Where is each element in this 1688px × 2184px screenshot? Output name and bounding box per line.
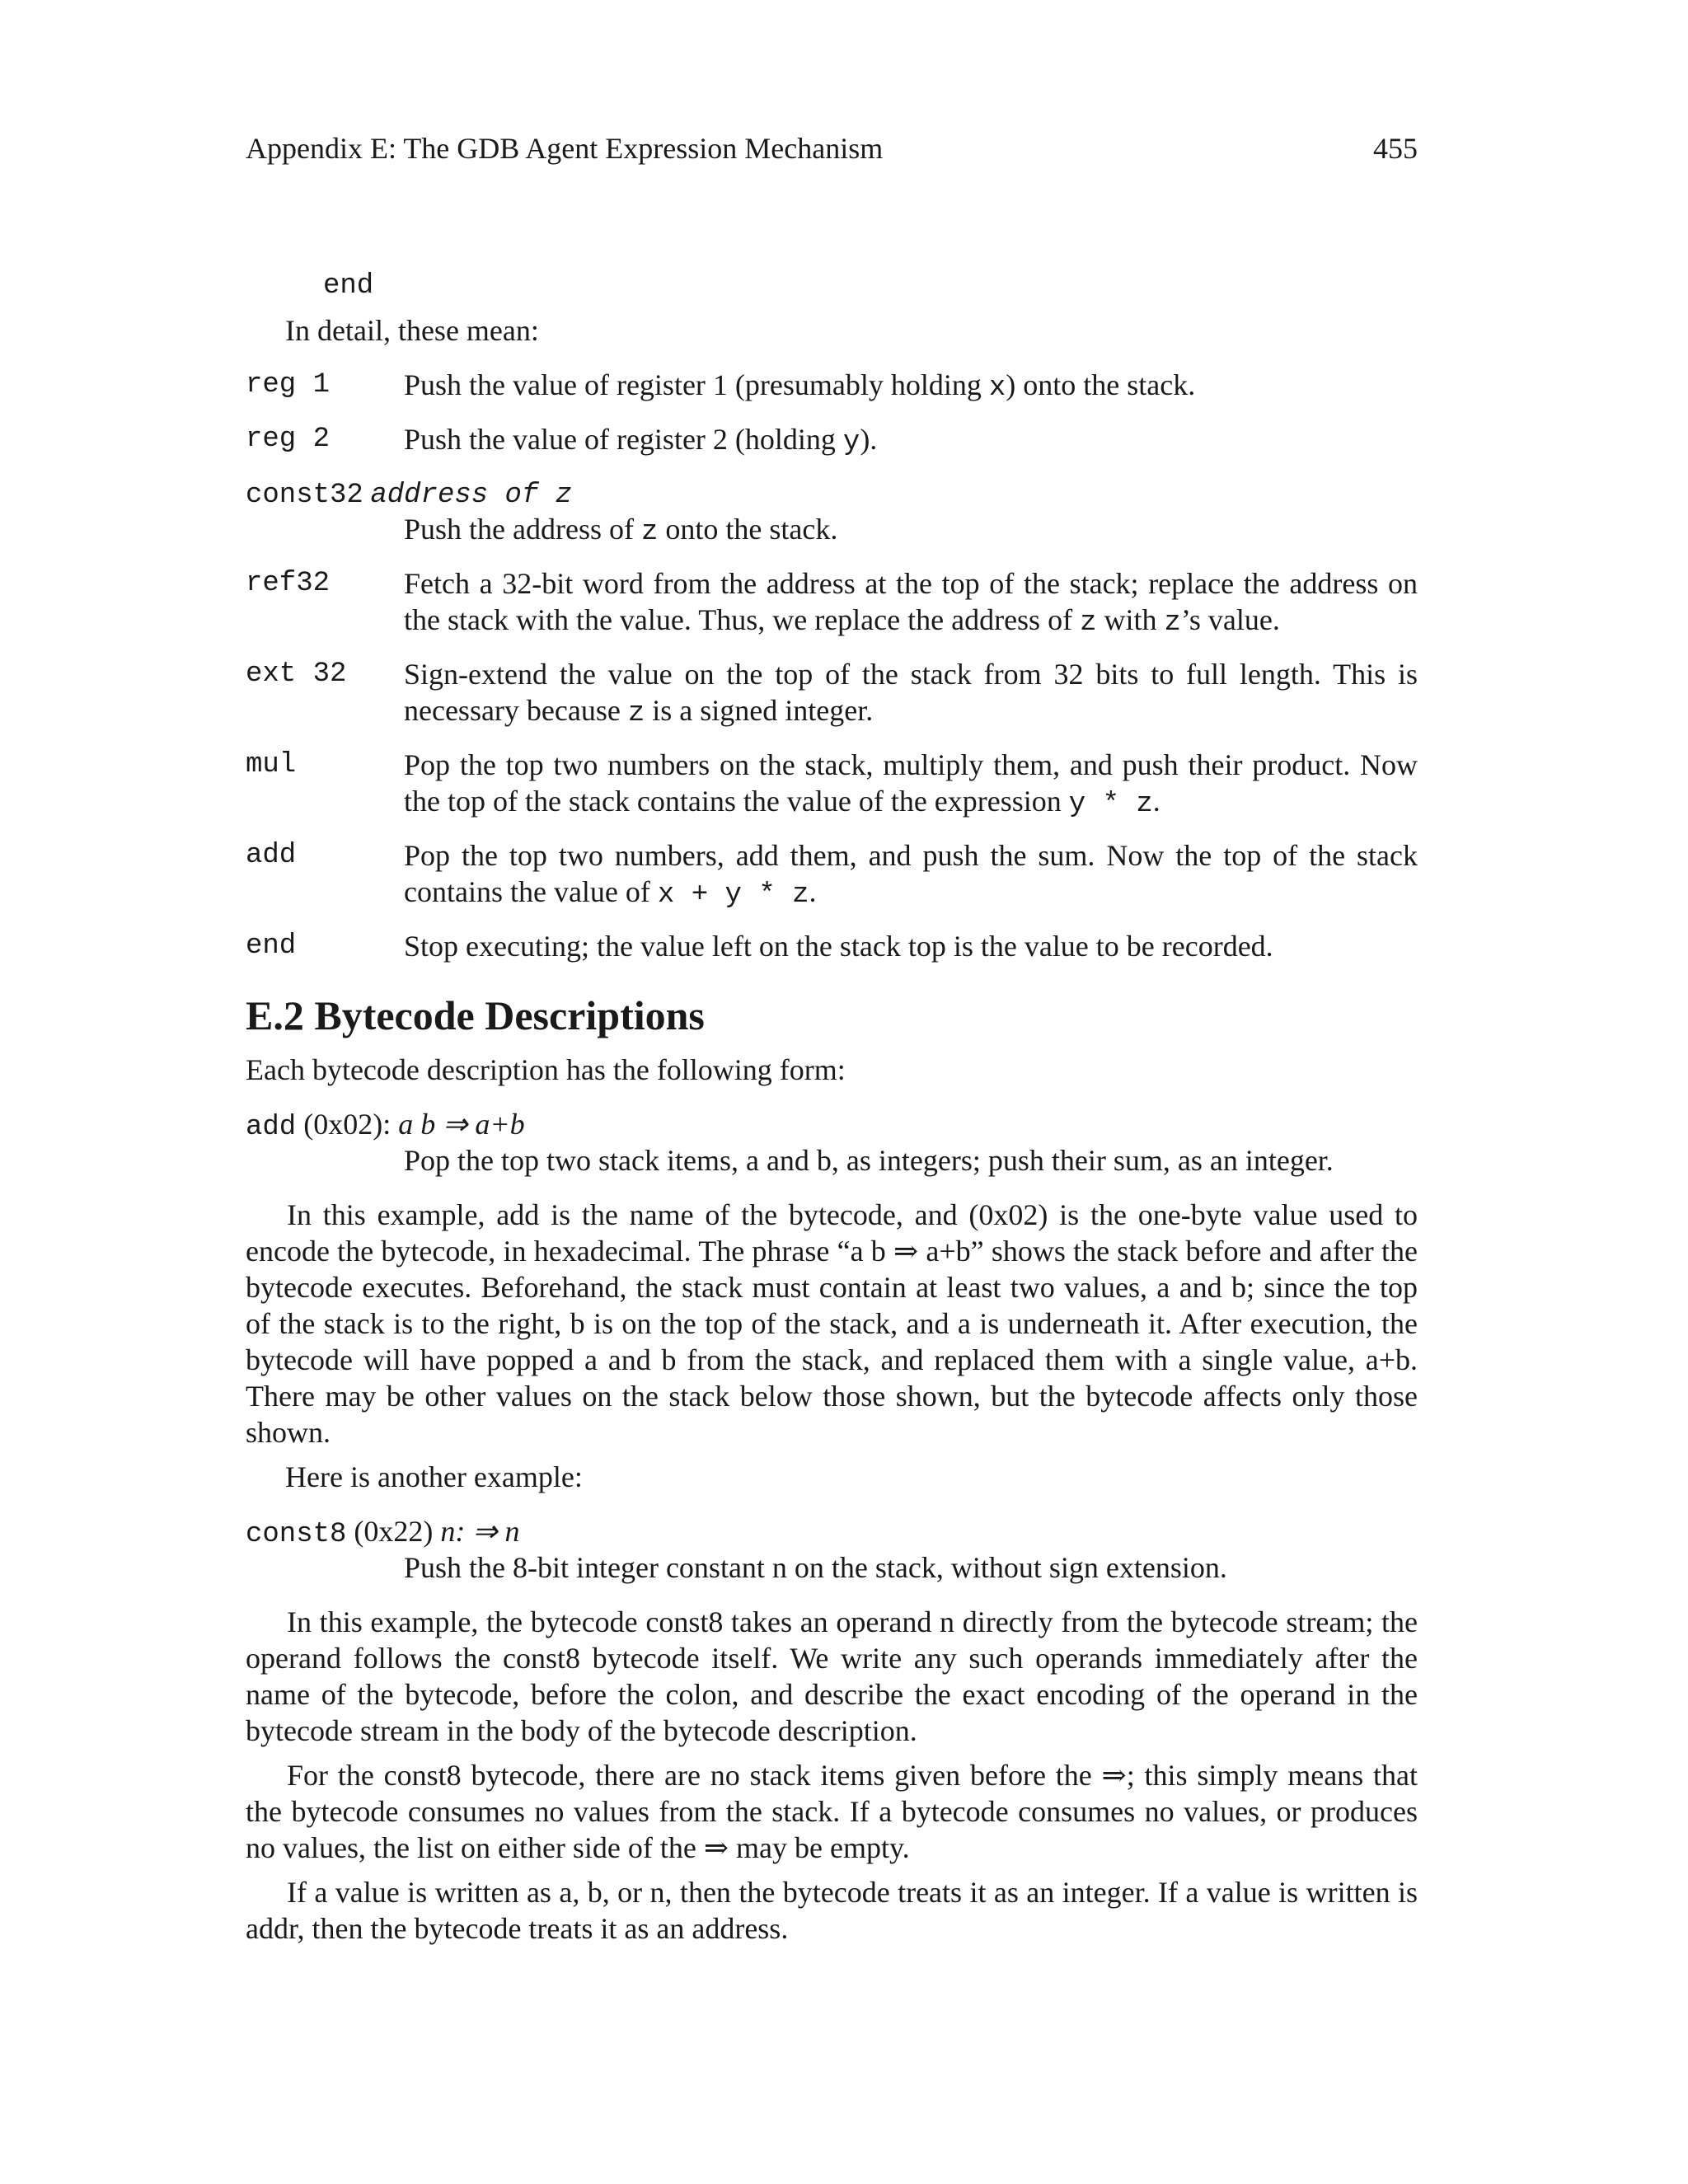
desc-add: Pop the top two numbers, add them, and push the sum. Now the top of the stack contains the value of x + y * z.	[404, 839, 1418, 911]
paragraph-value-types: If a value is written as a, b, or n, then the bytecode treats it as an integer. If a value is written is addr, then the bytecode treats it as an address.	[246, 1876, 1418, 1945]
desc-end: Stop executing; the value left on the stack top is the value to be recorded.	[404, 930, 1273, 963]
code-end-line: end	[323, 270, 374, 302]
paragraph-another-example: Here is another example:	[285, 1460, 583, 1493]
term-reg-2: reg 2	[246, 424, 331, 455]
desc-reg-2: Push the value of register 2 (holding y).	[404, 423, 878, 458]
term-end: end	[246, 930, 297, 962]
example-const8-signature: const8 (0x22) n: ⇒ n	[246, 1515, 520, 1550]
paragraph-operand-explanation: In this example, the bytecode const8 takes an operand n directly from the bytecode stream; the operand follows the const8 bytecode itself. We write any such operands immediately after the name of the bytecode, before the colon, and describe the exact encoding of the operand in the bytecode stream in the body of the bytecode description.	[246, 1605, 1418, 1747]
page-number: 455	[1373, 132, 1418, 165]
term-add: add	[246, 840, 297, 871]
example-add-signature: add (0x02): a b ⇒ a+b	[246, 1108, 525, 1143]
paragraph-const8-stack: For the const8 bytecode, there are no stack items given before the ⇒; this simply means that the bytecode consumes no values from the stack. If a bytecode consumes no values, or produces no values, the list on either side of the ⇒ may be empty.	[246, 1759, 1418, 1864]
desc-ext-32: Sign-extend the value on the top of the stack from 32 bits to full length. This is necessary because z is a signed integer.	[404, 658, 1418, 729]
example-const8-desc: Push the 8-bit integer constant n on the stack, without sign extension.	[404, 1551, 1227, 1584]
desc-ref32: Fetch a 32-bit word from the address at the top of the stack; replace the address on the stack with the value. Thus, we replace the address of z with z’s value.	[404, 567, 1418, 639]
desc-reg-1: Push the value of register 1 (presumably holding x) onto the stack.	[404, 368, 1196, 404]
term-reg-1: reg 1	[246, 369, 331, 401]
desc-mul: Pop the top two numbers on the stack, multiply them, and push their product. Now the top of the stack contains the value of the expression y * z.	[404, 748, 1418, 820]
paragraph-example-explanation: In this example, add is the name of the bytecode, and (0x02) is the one-byte value used to encode the bytecode, in hexadecimal. The phrase “a b ⇒ a+b” shows the stack before and after the bytecode executes. Beforehand, the stack must contain at least two values, a and b; since the top of the stack is to the right, b is on the top of the stack, and a is underneath it. After execution, the bytecode will have popped a and b from the stack, and replaced them with a single value, a+b. There may be other values on the stack below those shown, but the bytecode affects only those shown.	[246, 1198, 1418, 1449]
example-add-desc: Pop the top two stack items, a and b, as integers; push their sum, as an integer.	[404, 1144, 1334, 1177]
term-const32: const32 address of z	[246, 480, 573, 511]
desc-const32: Push the address of z onto the stack.	[404, 513, 838, 548]
term-ext-32: ext 32	[246, 658, 347, 690]
term-mul: mul	[246, 749, 297, 780]
form-intro: Each bytecode description has the following form:	[246, 1053, 846, 1086]
intro-text: In detail, these mean:	[285, 314, 539, 347]
term-ref32: ref32	[246, 568, 331, 599]
section-heading: E.2 Bytecode Descriptions	[246, 992, 705, 1038]
running-header-title: Appendix E: The GDB Agent Expression Mechanism	[246, 132, 884, 165]
